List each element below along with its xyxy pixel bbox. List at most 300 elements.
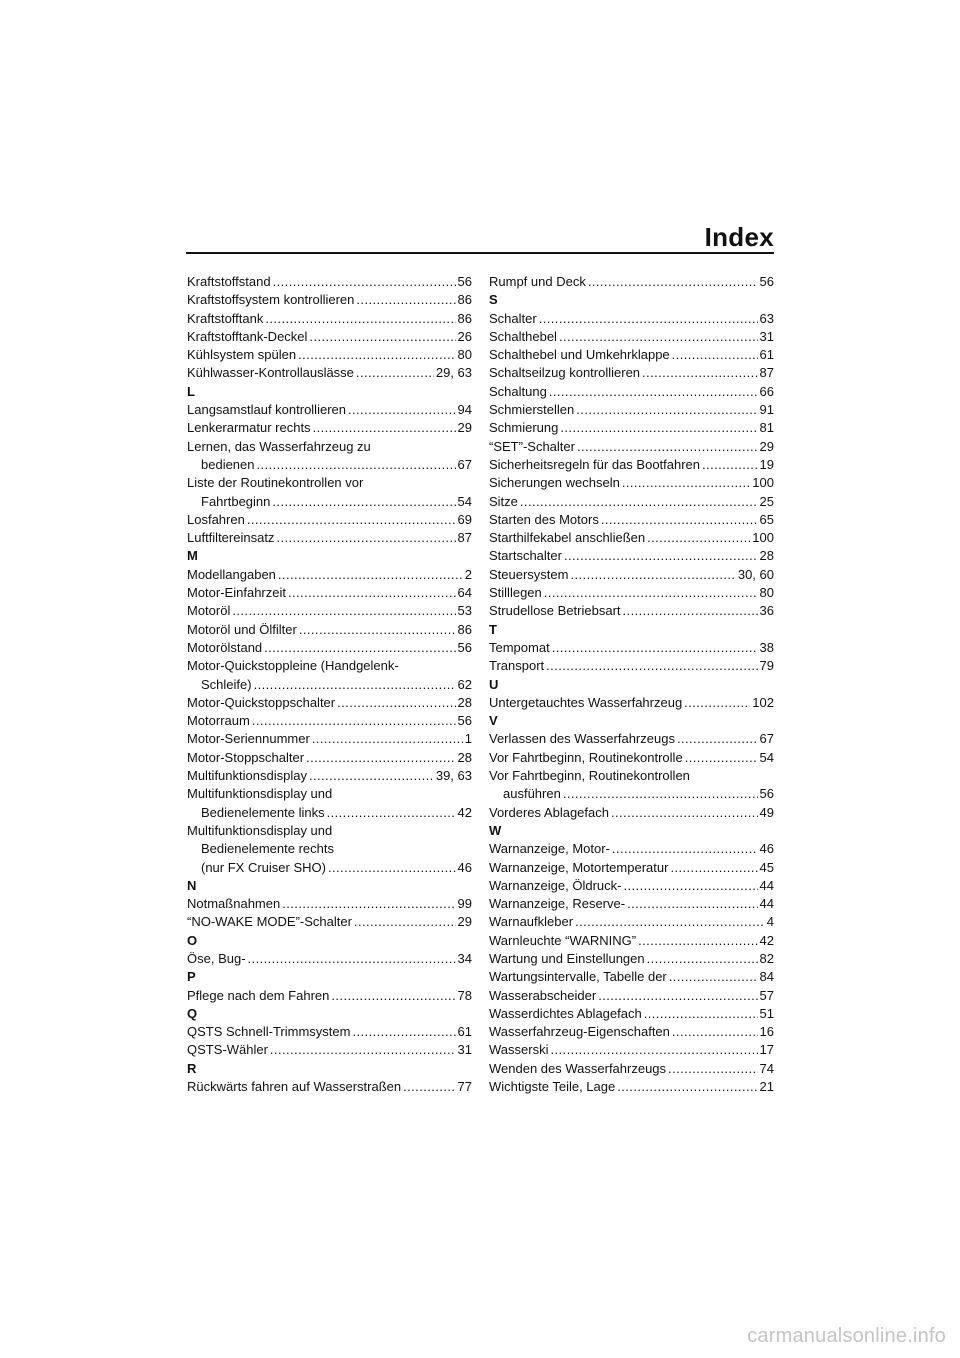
index-entry-page: 65 bbox=[759, 511, 774, 527]
index-entry-term: Motor-Quickstoppschalter bbox=[187, 694, 336, 710]
dot-leader bbox=[520, 493, 758, 511]
index-entry-term: Steuersystem bbox=[489, 566, 569, 582]
dot-leader bbox=[352, 1023, 455, 1041]
dot-leader bbox=[312, 730, 463, 748]
index-entry-term: QSTS-Wähler bbox=[187, 1042, 268, 1058]
index-entry-term: Wartung und Einstellungen bbox=[489, 950, 645, 966]
dot-leader bbox=[264, 639, 455, 657]
index-entry-page: 63 bbox=[759, 310, 774, 326]
dot-leader bbox=[598, 987, 757, 1005]
index-entry-page: 91 bbox=[759, 402, 774, 418]
index-entry-page: 29, 63 bbox=[435, 365, 472, 381]
index-entry bbox=[187, 1023, 472, 1041]
dot-leader bbox=[564, 547, 758, 565]
index-letter-heading: U bbox=[489, 676, 499, 692]
index-entry-page: 1 bbox=[464, 731, 472, 747]
index-entry bbox=[187, 291, 472, 309]
index-letter-heading: W bbox=[489, 822, 502, 838]
index-entry-term: Kühlwasser-Kontrollauslässe bbox=[187, 365, 354, 381]
dot-leader bbox=[309, 328, 455, 346]
index-entry bbox=[489, 602, 774, 620]
index-entry bbox=[489, 493, 774, 511]
index-entry-term: Schalthebel bbox=[489, 328, 557, 344]
index-entry-page: 2 bbox=[464, 566, 472, 582]
index-entry-term: Modellangaben bbox=[187, 566, 276, 582]
index-entry-term: (nur FX Cruiser SHO) bbox=[201, 859, 326, 875]
dot-leader bbox=[546, 657, 757, 675]
dot-leader bbox=[612, 840, 758, 858]
index-entry-term: bedienen bbox=[201, 456, 255, 472]
index-entry-page: 78 bbox=[457, 987, 472, 1003]
dot-leader bbox=[247, 511, 456, 529]
index-entry-page: 94 bbox=[457, 402, 472, 418]
dot-leader bbox=[552, 639, 758, 657]
index-entry-text: Motor-Quickstoppleine (Handgelenk- bbox=[187, 658, 399, 674]
index-entry-page: 44 bbox=[759, 877, 774, 893]
index-letter-heading: S bbox=[489, 292, 498, 308]
dot-leader bbox=[638, 932, 757, 950]
dot-leader bbox=[559, 328, 758, 346]
index-entry-text: Multifunktionsdisplay und bbox=[187, 786, 333, 802]
index-entry bbox=[489, 419, 774, 437]
index-entry-page: 80 bbox=[759, 585, 774, 601]
index-entry-page: 16 bbox=[759, 1024, 774, 1040]
index-entry-term: Starten des Motors bbox=[489, 511, 599, 527]
index-letter-heading: V bbox=[489, 713, 498, 729]
index-entry bbox=[187, 328, 472, 346]
index-entry-page: 102 bbox=[752, 694, 774, 710]
index-entry bbox=[187, 310, 472, 328]
index-entry bbox=[187, 676, 472, 694]
index-entry-page: 42 bbox=[457, 804, 472, 820]
index-entry bbox=[187, 730, 472, 748]
index-entry-term: Lenkerarmatur rechts bbox=[187, 420, 311, 436]
dot-leader bbox=[298, 346, 455, 364]
dot-leader bbox=[309, 767, 434, 785]
index-entry-page: 61 bbox=[457, 1024, 472, 1040]
watermark: carmanualsonline.info bbox=[747, 1325, 946, 1347]
index-entry-page: 51 bbox=[759, 1005, 774, 1021]
dot-leader bbox=[702, 456, 758, 474]
index-entry-text: Bedienelemente rechts bbox=[201, 841, 334, 857]
index-entry bbox=[489, 566, 774, 584]
index-entry-term: Rumpf und Deck bbox=[489, 274, 586, 289]
dot-leader bbox=[276, 529, 455, 547]
dot-leader bbox=[544, 584, 758, 602]
index-entry-term: Warnleuchte “WARNING” bbox=[489, 932, 637, 948]
dot-leader bbox=[356, 291, 455, 309]
dot-leader bbox=[299, 621, 456, 639]
index-entry bbox=[187, 602, 472, 620]
index-entry bbox=[187, 493, 472, 511]
index-entry bbox=[489, 310, 774, 328]
index-entry-term: Sicherungen wechseln bbox=[489, 475, 620, 491]
index-entry-page: 39, 63 bbox=[435, 768, 472, 784]
page-title: Index bbox=[704, 222, 774, 252]
index-entry-page: 81 bbox=[759, 420, 774, 436]
index-entry-page: 56 bbox=[759, 786, 774, 802]
index-entry bbox=[187, 511, 472, 529]
index-entry bbox=[489, 584, 774, 602]
dot-leader bbox=[278, 566, 463, 584]
index-entry bbox=[489, 657, 774, 675]
dot-leader bbox=[560, 419, 757, 437]
dot-leader bbox=[576, 401, 757, 419]
index-letter-heading: P bbox=[187, 969, 196, 985]
index-entry bbox=[187, 584, 472, 602]
index-entry bbox=[489, 383, 774, 401]
dot-leader bbox=[672, 346, 758, 364]
index-entry bbox=[187, 364, 472, 382]
dot-leader bbox=[337, 694, 455, 712]
index-letter-heading: L bbox=[187, 383, 195, 399]
index-entry-page: 28 bbox=[759, 548, 774, 564]
index-entry-page: 29 bbox=[457, 420, 472, 436]
index-letter-heading: N bbox=[187, 877, 197, 893]
index-entry bbox=[187, 987, 472, 1005]
index-entry bbox=[489, 639, 774, 657]
dot-leader bbox=[257, 456, 456, 474]
dot-leader bbox=[306, 749, 455, 767]
index-entry-page: 86 bbox=[457, 310, 472, 326]
dot-leader bbox=[272, 493, 455, 511]
dot-leader bbox=[288, 584, 456, 602]
index-entry-page: 54 bbox=[457, 493, 472, 509]
index-entry bbox=[187, 639, 472, 657]
index-entry-term: Wasserfahrzeug-Eigenschaften bbox=[489, 1024, 670, 1040]
index-entry bbox=[489, 474, 774, 492]
index-entry-term: Motoröl bbox=[187, 603, 231, 619]
index-entry bbox=[187, 346, 472, 364]
index-entry bbox=[187, 456, 472, 474]
index-entry-page: 45 bbox=[759, 859, 774, 875]
index-entry bbox=[489, 456, 774, 474]
dot-leader bbox=[642, 364, 758, 382]
dot-leader bbox=[403, 1078, 455, 1096]
dot-leader bbox=[647, 529, 750, 547]
index-entry-term: Motor-Seriennummer bbox=[187, 731, 310, 747]
dot-leader bbox=[670, 859, 757, 877]
index-entry bbox=[187, 950, 472, 968]
index-entry-term: Wasserabscheider bbox=[489, 987, 597, 1003]
index-entry-term: Pflege nach dem Fahren bbox=[187, 987, 330, 1003]
index-entry-term: Warnanzeige, Motortemperatur bbox=[489, 859, 669, 875]
dot-leader bbox=[647, 950, 758, 968]
dot-leader bbox=[617, 1078, 757, 1096]
index-entry-term: Kraftstofftank-Deckel bbox=[187, 328, 308, 344]
index-entry-page: 79 bbox=[759, 658, 774, 674]
index-entry bbox=[187, 419, 472, 437]
dot-leader bbox=[672, 1023, 758, 1041]
title-rule bbox=[186, 252, 774, 254]
index-entry-term: Schaltseilzug kontrollieren bbox=[489, 365, 641, 381]
index-entry-page: 86 bbox=[457, 292, 472, 308]
index-entry bbox=[187, 749, 472, 767]
index-entry bbox=[489, 895, 774, 913]
index-entry-page: 74 bbox=[759, 1060, 774, 1076]
index-entry-term: Multifunktionsdisplay bbox=[187, 768, 307, 784]
index-entry bbox=[489, 1005, 774, 1023]
dot-leader bbox=[282, 895, 455, 913]
dot-leader bbox=[622, 474, 750, 492]
index-entry-page: 53 bbox=[457, 603, 472, 619]
index-entry-term: Stilllegen bbox=[489, 585, 542, 601]
index-entry-page: 62 bbox=[457, 676, 472, 692]
index-entry-page: 57 bbox=[759, 987, 774, 1003]
index-entry-term: Sitze bbox=[489, 493, 518, 509]
dot-leader bbox=[313, 419, 456, 437]
index-entry-text: Vor Fahrtbeginn, Routinekontrollen bbox=[489, 768, 690, 784]
index-entry-term: “NO-WAKE MODE”-Schalter bbox=[187, 914, 352, 930]
index-entry-term: Verlassen des Wasserfahrzeugs bbox=[489, 731, 675, 747]
index-entry-page: 56 bbox=[457, 639, 472, 655]
index-entry-term: Schalter bbox=[489, 310, 537, 326]
index-entry-page: 44 bbox=[759, 896, 774, 912]
dot-leader bbox=[539, 310, 758, 328]
index-entry-page: 19 bbox=[759, 456, 774, 472]
index-letter-heading: O bbox=[187, 932, 198, 948]
index-entry-page: 30, 60 bbox=[737, 566, 774, 582]
index-entry-page: 86 bbox=[457, 621, 472, 637]
index-entry-term: Motoröl und Ölfilter bbox=[187, 621, 297, 637]
dot-leader bbox=[623, 877, 757, 895]
dot-leader bbox=[273, 273, 456, 291]
dot-leader bbox=[669, 968, 758, 986]
index-entry-page: 69 bbox=[457, 511, 472, 527]
index-entry-term: Notmaßnahmen bbox=[187, 896, 281, 912]
index-entry bbox=[489, 932, 774, 950]
index-entry-page: 46 bbox=[759, 841, 774, 857]
index-entry bbox=[489, 529, 774, 547]
index-entry-page: 29 bbox=[759, 438, 774, 454]
dot-leader bbox=[644, 1005, 758, 1023]
index-entry-page: 67 bbox=[457, 456, 472, 472]
index-entry-term: Motorraum bbox=[187, 713, 250, 729]
index-entry-term: Kraftstofftank bbox=[187, 310, 264, 326]
dot-leader bbox=[348, 401, 456, 419]
index-entry-page: 56 bbox=[759, 274, 774, 289]
index-entry bbox=[187, 767, 472, 785]
index-entry-term: Warnaufkleber bbox=[489, 914, 574, 930]
dot-leader bbox=[331, 987, 455, 1005]
index-entry-term: Langsamstlauf kontrollieren bbox=[187, 402, 346, 418]
index-entry-page: 25 bbox=[759, 493, 774, 509]
dot-leader bbox=[549, 383, 758, 401]
index-entry bbox=[489, 273, 774, 291]
index-column-left bbox=[187, 273, 472, 1096]
dot-leader bbox=[575, 913, 765, 931]
dot-leader bbox=[254, 676, 456, 694]
index-entry bbox=[187, 804, 472, 822]
index-entry-page: 31 bbox=[457, 1042, 472, 1058]
index-letter-heading: Q bbox=[187, 1005, 198, 1021]
dot-leader bbox=[248, 950, 456, 968]
index-entry-term: QSTS Schnell-Trimmsystem bbox=[187, 1024, 351, 1040]
index-entry-page: 31 bbox=[759, 328, 774, 344]
index-entry-term: Rückwärts fahren auf Wasserstraßen bbox=[187, 1079, 402, 1095]
index-entry-page: 28 bbox=[457, 694, 472, 710]
index-entry bbox=[489, 328, 774, 346]
index-entry-page: 4 bbox=[766, 914, 774, 930]
index-entry bbox=[489, 987, 774, 1005]
index-entry bbox=[187, 401, 472, 419]
index-entry bbox=[489, 785, 774, 803]
index-entry-page: 49 bbox=[759, 804, 774, 820]
index-entry-term: Motor-Stoppschalter bbox=[187, 749, 305, 765]
index-entry bbox=[489, 547, 774, 565]
dot-leader bbox=[563, 785, 758, 803]
index-entry-term: Fahrtbeginn bbox=[201, 493, 271, 509]
index-entry bbox=[489, 511, 774, 529]
index-entry-page: 36 bbox=[759, 603, 774, 619]
index-entry-term: Schalthebel und Umkehrklappe bbox=[489, 347, 670, 363]
index-entry bbox=[187, 566, 472, 584]
index-entry-term: Wartungsintervalle, Tabelle der bbox=[489, 969, 667, 985]
index-entry bbox=[489, 1078, 774, 1096]
index-entry-page: 66 bbox=[759, 383, 774, 399]
dot-leader bbox=[354, 913, 456, 931]
dot-leader bbox=[684, 694, 750, 712]
index-entry bbox=[187, 712, 472, 730]
index-letter-heading: R bbox=[187, 1060, 197, 1076]
index-entry bbox=[489, 749, 774, 767]
dot-leader bbox=[677, 730, 758, 748]
index-entry-term: Schaltung bbox=[489, 383, 547, 399]
index-entry-term: Startschalter bbox=[489, 548, 562, 564]
index-entry-term: Starthilfekabel anschließen bbox=[489, 530, 646, 546]
index-entry-page: 17 bbox=[759, 1042, 774, 1058]
dot-leader bbox=[577, 438, 758, 456]
index-entry-text: Multifunktionsdisplay und bbox=[187, 822, 333, 838]
index-entry-page: 100 bbox=[752, 475, 774, 491]
dot-leader bbox=[265, 310, 455, 328]
index-entry-page: 29 bbox=[457, 914, 472, 930]
index-entry-term: Wenden des Wasserfahrzeugs bbox=[489, 1060, 667, 1076]
index-column-right bbox=[489, 273, 774, 1096]
index-entry-term: Warnanzeige, Reserve- bbox=[489, 896, 626, 912]
index-entry bbox=[489, 1023, 774, 1041]
index-entry-term: Öse, Bug- bbox=[187, 950, 246, 966]
index-entry bbox=[489, 730, 774, 748]
index-entry bbox=[489, 859, 774, 877]
index-entry-term: Motor-Einfahrzeit bbox=[187, 585, 286, 601]
index-entry-page: 56 bbox=[457, 713, 472, 729]
index-entry-page: 21 bbox=[759, 1079, 774, 1095]
index-entry-term: Wasserski bbox=[489, 1042, 549, 1058]
dot-leader bbox=[623, 602, 758, 620]
index-entry-page: 87 bbox=[457, 530, 472, 546]
index-entry-page: 77 bbox=[457, 1079, 472, 1095]
index-entry-text: Liste der Routinekontrollen vor bbox=[187, 475, 364, 491]
index-entry-term: Bedienelemente links bbox=[201, 804, 325, 820]
index-entry-term: Warnanzeige, Öldruck- bbox=[489, 877, 622, 893]
dot-leader bbox=[550, 1041, 757, 1059]
index-entry bbox=[187, 1041, 472, 1059]
index-entry bbox=[187, 859, 472, 877]
index-letter-heading: M bbox=[187, 548, 198, 564]
index-entry-page: 38 bbox=[759, 639, 774, 655]
index-entry-page: 46 bbox=[457, 859, 472, 875]
index-entry bbox=[489, 913, 774, 931]
index-entry-page: 54 bbox=[759, 749, 774, 765]
index-entry-term: Strudellose Betriebsart bbox=[489, 603, 621, 619]
index-entry bbox=[489, 877, 774, 895]
index-entry bbox=[187, 895, 472, 913]
index-entry bbox=[489, 950, 774, 968]
dot-leader bbox=[588, 273, 758, 291]
index-entry-page: 56 bbox=[457, 274, 472, 289]
index-entry bbox=[187, 621, 472, 639]
index-entry-term: Sicherheitsregeln für das Bootfahren bbox=[489, 456, 701, 472]
index-entry-term: Luftfiltereinsatz bbox=[187, 530, 275, 546]
dot-leader bbox=[232, 602, 455, 620]
index-entry-page: 100 bbox=[752, 530, 774, 546]
index-entry bbox=[187, 529, 472, 547]
index-entry-page: 82 bbox=[759, 950, 774, 966]
index-entry-term: Untergetauchtes Wasserfahrzeug bbox=[489, 694, 683, 710]
index-entry-term: Kraftstoffsystem kontrollieren bbox=[187, 292, 355, 308]
index-entry bbox=[489, 694, 774, 712]
dot-leader bbox=[611, 804, 758, 822]
index-entry bbox=[489, 1041, 774, 1059]
index-entry bbox=[187, 273, 472, 291]
index-entry bbox=[489, 804, 774, 822]
index-entry-term: Wasserdichtes Ablagefach bbox=[489, 1005, 642, 1021]
index-entry bbox=[489, 968, 774, 986]
index-entry-term: ausführen bbox=[503, 786, 561, 802]
dot-leader bbox=[328, 859, 456, 877]
index-entry-page: 61 bbox=[759, 347, 774, 363]
index-entry-page: 67 bbox=[759, 731, 774, 747]
index-entry bbox=[489, 364, 774, 382]
dot-leader bbox=[327, 804, 456, 822]
dot-leader bbox=[685, 749, 758, 767]
index-entry bbox=[489, 840, 774, 858]
index-entry-page: 80 bbox=[457, 347, 472, 363]
index-entry-page: 64 bbox=[457, 585, 472, 601]
dot-leader bbox=[356, 364, 434, 382]
index-letter-heading: T bbox=[489, 621, 497, 637]
index-entry-page: 42 bbox=[759, 932, 774, 948]
index-entry-page: 28 bbox=[457, 749, 472, 765]
index-entry-term: Vorderes Ablagefach bbox=[489, 804, 609, 820]
dot-leader bbox=[270, 1041, 456, 1059]
index-entry-term: Tempomat bbox=[489, 639, 550, 655]
index-entry bbox=[489, 1060, 774, 1078]
index-entry bbox=[187, 913, 472, 931]
index-entry-term: Schmierung bbox=[489, 420, 559, 436]
dot-leader bbox=[252, 712, 456, 730]
index-entry-page: 84 bbox=[759, 969, 774, 985]
index-entry-term: Wichtigste Teile, Lage bbox=[489, 1079, 616, 1095]
index-entry-term: Motorölstand bbox=[187, 639, 263, 655]
index-entry-page: 99 bbox=[457, 896, 472, 912]
index-entry-text: Lernen, das Wasserfahrzeug zu bbox=[187, 438, 371, 454]
index-entry-term: Vor Fahrtbeginn, Routinekontrolle bbox=[489, 749, 683, 765]
dot-leader bbox=[627, 895, 757, 913]
index-entry-page: 26 bbox=[457, 328, 472, 344]
dot-leader bbox=[601, 511, 758, 529]
index-entry-term: Schleife) bbox=[201, 676, 252, 692]
index-entry-term: Transport bbox=[489, 658, 545, 674]
index-entry bbox=[489, 438, 774, 456]
index-entry-term: Warnanzeige, Motor- bbox=[489, 841, 610, 857]
index-entry bbox=[187, 694, 472, 712]
index-entry-term: Kühlsystem spülen bbox=[187, 347, 297, 363]
index-entry bbox=[489, 401, 774, 419]
index-entry-term: Schmierstellen bbox=[489, 402, 575, 418]
dot-leader bbox=[668, 1060, 757, 1078]
